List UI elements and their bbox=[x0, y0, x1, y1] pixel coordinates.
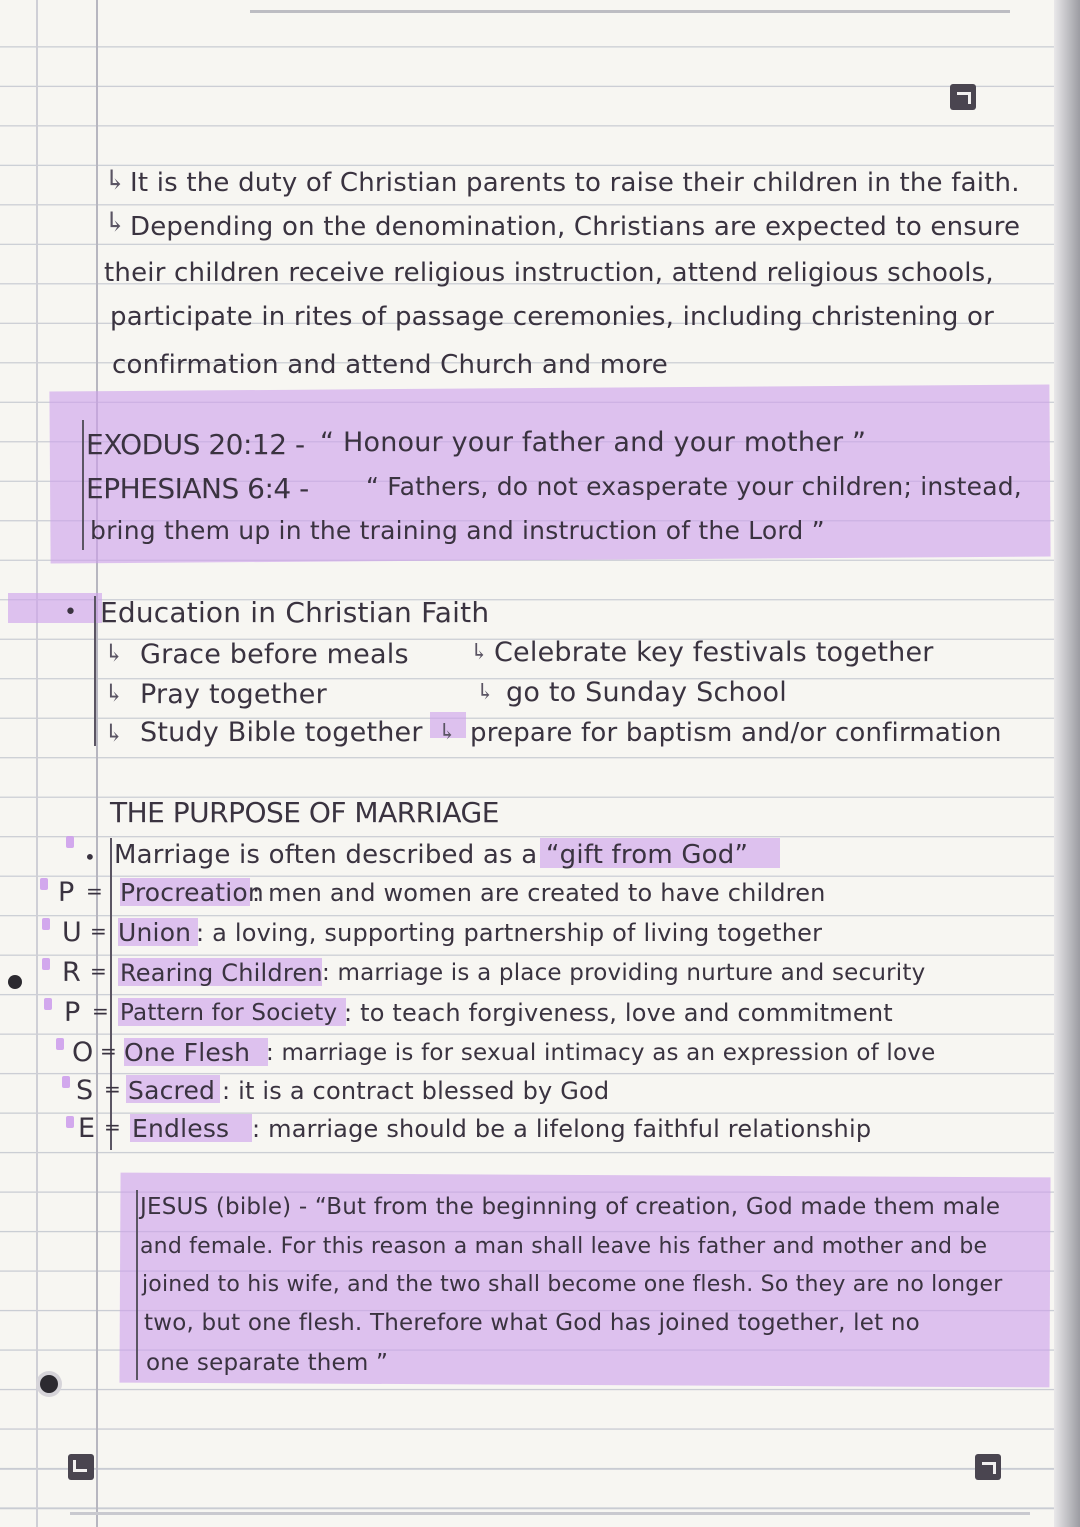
page-edge-line bbox=[36, 0, 38, 1527]
acronym-letter: S bbox=[76, 1075, 94, 1106]
exodus-reference: EXODUS 20:12 - bbox=[86, 428, 305, 461]
acronym-description: : it is a contract blessed by God bbox=[222, 1077, 610, 1105]
top-rule bbox=[250, 10, 1010, 13]
arrow-icon: ↳ bbox=[470, 640, 489, 665]
exodus-quote: “ Honour your father and your mother ” bbox=[320, 427, 867, 458]
ephesians-quote-continued: bring them up in the training and instruction of the Lord ” bbox=[90, 516, 825, 545]
jesus-quote-line: and female. For this reason a man shall leave his father and mother and be bbox=[140, 1234, 988, 1259]
education-heading: Education in Christian Faith bbox=[100, 596, 490, 629]
arrow-icon: ↳ bbox=[438, 720, 457, 745]
arrow-icon: ↳ bbox=[104, 719, 125, 747]
duty-line: It is the duty of Christian parents to raise their children in the faith. bbox=[130, 168, 1020, 198]
education-item: Grace before meals bbox=[140, 639, 409, 670]
jesus-quote-line: JESUS (bible) - “But from the beginning of creation, God made them male bbox=[140, 1194, 1001, 1220]
equals-sign: = bbox=[100, 1039, 117, 1063]
acronym-term: Pattern for Society bbox=[120, 1000, 338, 1026]
acronym-description: : a loving, supporting partnership of living together bbox=[196, 919, 823, 947]
acronym-description: : marriage is a place providing nurture and security bbox=[322, 960, 926, 986]
acronym-term: One Flesh bbox=[124, 1038, 251, 1067]
jesus-quote-line: joined to his wife, and the two shall become one flesh. So they are no longer bbox=[142, 1272, 1003, 1297]
acronym-term: Union bbox=[118, 918, 192, 947]
marriage-intro: Marriage is often described as a bbox=[114, 840, 538, 870]
acronym-letter: O bbox=[72, 1037, 94, 1068]
education-item: Celebrate key festivals together bbox=[494, 637, 934, 668]
equals-sign: = bbox=[90, 959, 107, 983]
duty-line: participate in rites of passage ceremonies, including christening or bbox=[110, 302, 995, 332]
margin-tick bbox=[40, 878, 48, 890]
acronym-term: Sacred bbox=[128, 1076, 216, 1105]
gift-quote: “gift from God” bbox=[546, 840, 749, 870]
margin-tick bbox=[62, 1076, 70, 1088]
education-item: prepare for baptism and/or confirmation bbox=[470, 718, 1002, 748]
equals-sign: = bbox=[90, 919, 107, 943]
bullet-icon: • bbox=[64, 600, 77, 625]
equals-sign: = bbox=[86, 879, 103, 903]
education-item: go to Sunday School bbox=[506, 677, 787, 708]
acronym-letter: R bbox=[62, 957, 81, 988]
acronym-description: : marriage should be a lifelong faithful relationship bbox=[252, 1115, 872, 1143]
scan-corner-marker-icon bbox=[975, 1454, 1001, 1480]
jesus-quote-line: one separate them ” bbox=[146, 1350, 389, 1376]
scan-corner-marker-icon bbox=[68, 1454, 94, 1480]
margin-line bbox=[96, 0, 98, 1527]
margin-tick bbox=[66, 1116, 74, 1128]
margin-tick bbox=[44, 998, 52, 1010]
bottom-rule bbox=[70, 1512, 1030, 1515]
duty-line: Depending on the denomination, Christians are expected to ensure bbox=[130, 212, 1021, 242]
arrow-icon: ↳ bbox=[104, 207, 127, 238]
acronym-description: : men and women are created to have children bbox=[252, 879, 826, 907]
education-item: Study Bible together bbox=[140, 717, 423, 748]
duty-line: their children receive religious instruction, attend religious schools, bbox=[104, 258, 994, 288]
acronym-description: : to teach forgiveness, love and commitment bbox=[344, 999, 893, 1027]
binder-hole-icon bbox=[8, 975, 22, 989]
margin-tick bbox=[66, 836, 74, 848]
quote-bar bbox=[82, 420, 84, 550]
acronym-term: Procreation bbox=[120, 878, 264, 907]
arrow-icon: ↳ bbox=[104, 165, 127, 196]
equals-sign: = bbox=[104, 1115, 121, 1139]
arrow-icon: ↳ bbox=[476, 680, 495, 705]
page-fold-shadow bbox=[1054, 0, 1080, 1527]
ephesians-reference: EPHESIANS 6:4 - bbox=[86, 472, 309, 505]
education-item: Pray together bbox=[140, 679, 327, 710]
binder-hole-icon bbox=[40, 1375, 58, 1393]
arrow-icon: ↳ bbox=[104, 679, 125, 707]
margin-tick bbox=[56, 1038, 64, 1050]
acronym-term: Endless bbox=[132, 1114, 230, 1143]
acronym-letter: E bbox=[78, 1113, 96, 1144]
acronym-term: Rearing Children bbox=[120, 959, 323, 987]
acronym-letter: U bbox=[62, 917, 82, 948]
section-bar bbox=[94, 596, 96, 746]
acronym-description: : marriage is for sexual intimacy as an expression of love bbox=[266, 1040, 936, 1066]
marriage-heading: THE PURPOSE OF MARRIAGE bbox=[110, 796, 499, 829]
margin-tick bbox=[42, 918, 50, 930]
arrow-icon: ↳ bbox=[104, 639, 125, 667]
margin-tick bbox=[42, 958, 50, 970]
jesus-quote-bar bbox=[136, 1190, 138, 1380]
acronym-letter: P bbox=[64, 997, 81, 1028]
scan-corner-marker-icon bbox=[950, 84, 976, 110]
duty-line: confirmation and attend Church and more bbox=[112, 350, 668, 380]
bullet-highlight bbox=[8, 593, 102, 623]
jesus-quote-line: two, but one flesh. Therefore what God has joined together, let no bbox=[144, 1310, 920, 1336]
equals-sign: = bbox=[104, 1077, 121, 1101]
bullet-icon: • bbox=[84, 845, 96, 869]
ephesians-quote: “ Fathers, do not exasperate your children; instead, bbox=[366, 472, 1022, 501]
equals-sign: = bbox=[92, 999, 109, 1023]
acronym-letter: P bbox=[58, 877, 75, 908]
